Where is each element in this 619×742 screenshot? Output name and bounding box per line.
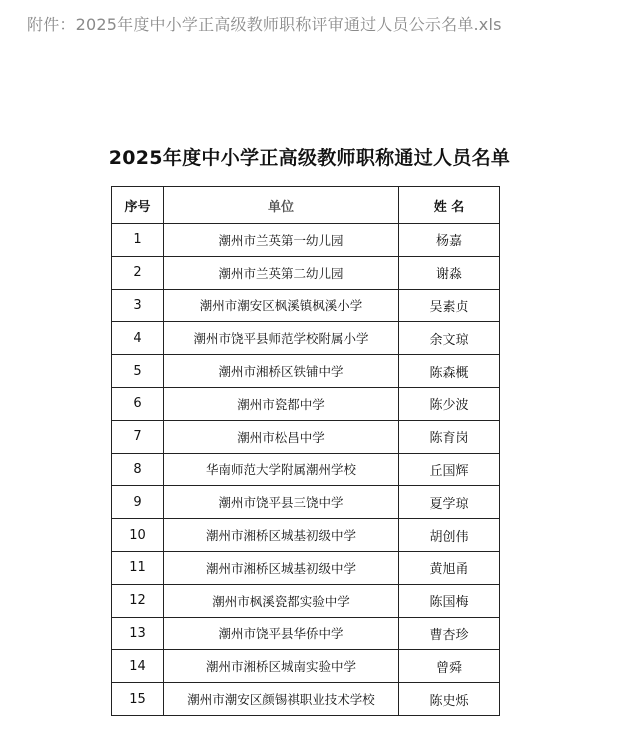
row-index: 6 (112, 387, 164, 420)
row-name: 吴素贞 (399, 289, 500, 322)
row-unit: 潮州市饶平县三饶中学 (164, 486, 399, 519)
row-index: 2 (112, 256, 164, 289)
row-unit: 潮州市饶平县师范学校附属小学 (164, 322, 399, 355)
column-header-name: 姓 名 (399, 187, 500, 224)
document-title: 2025年度中小学正高级教师职称通过人员名单 (108, 147, 511, 169)
row-index: 9 (112, 486, 164, 519)
row-index: 10 (112, 519, 164, 552)
row-name: 陈育岗 (399, 420, 500, 453)
row-index: 14 (112, 650, 164, 683)
roster-table (111, 186, 500, 716)
row-unit: 潮州市湘桥区城基初级中学 (164, 551, 399, 584)
row-index: 8 (112, 453, 164, 486)
table-row (112, 355, 500, 388)
table-row (112, 551, 500, 584)
row-unit: 潮州市兰英第一幼儿园 (164, 224, 399, 257)
row-index: 15 (112, 683, 164, 716)
row-name: 杨嘉 (399, 224, 500, 257)
row-unit: 华南师范大学附属潮州学校 (164, 453, 399, 486)
row-name: 丘国辉 (399, 453, 500, 486)
row-name: 陈史烁 (399, 683, 500, 716)
table-row (112, 584, 500, 617)
row-unit: 潮州市松昌中学 (164, 420, 399, 453)
table-row (112, 617, 500, 650)
row-unit: 潮州市潮安区枫溪镇枫溪小学 (164, 289, 399, 322)
row-index: 1 (112, 224, 164, 257)
row-unit: 潮州市潮安区颜锡祺职业技术学校 (164, 683, 399, 716)
row-unit: 潮州市湘桥区城基初级中学 (164, 519, 399, 552)
table-header-row (112, 187, 500, 224)
row-unit: 潮州市湘桥区城南实验中学 (164, 650, 399, 683)
column-header-unit-label: 单位 (267, 199, 294, 215)
table-row (112, 486, 500, 519)
row-unit: 潮州市兰英第二幼儿园 (164, 256, 399, 289)
attachment-filename[interactable]: 附件：2025年度中小学正高级教师职称评审通过人员公示名单.xls (27, 15, 502, 34)
row-name: 陈森概 (399, 355, 500, 388)
row-index: 4 (112, 322, 164, 355)
column-header-unit (164, 187, 399, 224)
row-index: 7 (112, 420, 164, 453)
table-row (112, 387, 500, 420)
row-name: 谢淼 (399, 256, 500, 289)
row-name: 曹杏珍 (399, 617, 500, 650)
table-body (112, 224, 500, 716)
row-name: 陈少波 (399, 387, 500, 420)
table-row (112, 650, 500, 683)
row-unit: 潮州市瓷都中学 (164, 387, 399, 420)
row-unit: 潮州市枫溪瓷都实验中学 (164, 584, 399, 617)
row-unit: 潮州市饶平县华侨中学 (164, 617, 399, 650)
row-name: 陈国梅 (399, 584, 500, 617)
row-index: 3 (112, 289, 164, 322)
row-name: 曾舜 (399, 650, 500, 683)
row-name: 夏学琼 (399, 486, 500, 519)
row-name: 胡创伟 (399, 519, 500, 552)
row-name: 余文琼 (399, 322, 500, 355)
table-row (112, 420, 500, 453)
row-index: 5 (112, 355, 164, 388)
table-row (112, 224, 500, 257)
row-index: 11 (112, 551, 164, 584)
table-row (112, 289, 500, 322)
table-row (112, 683, 500, 716)
row-name: 黄旭甬 (399, 551, 500, 584)
row-index: 12 (112, 584, 164, 617)
column-header-index: 序号 (112, 187, 164, 224)
row-unit: 潮州市湘桥区铁铺中学 (164, 355, 399, 388)
table-row (112, 322, 500, 355)
table-row (112, 256, 500, 289)
table-row (112, 453, 500, 486)
row-index: 13 (112, 617, 164, 650)
table-row (112, 519, 500, 552)
